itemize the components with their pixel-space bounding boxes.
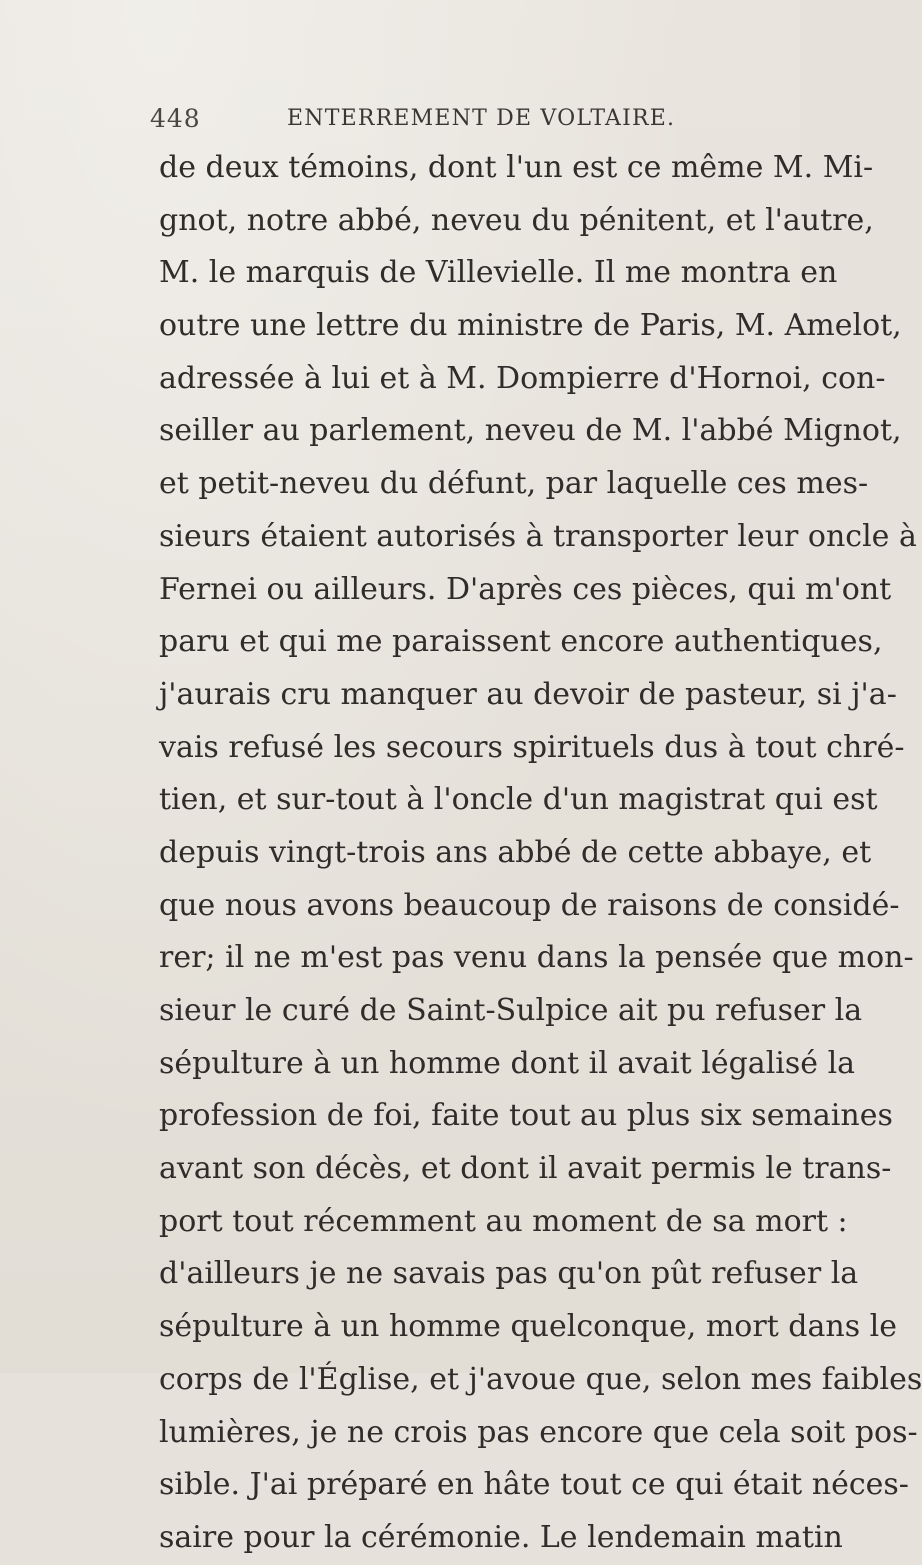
text-line: adressée à lui et à M. Dompierre d'Hornoi, con- <box>159 360 886 396</box>
running-title: ENTERREMENT DE VOLTAIRE. <box>287 106 676 131</box>
text-line: vais refusé les secours spirituels dus à tout chré- <box>159 729 905 765</box>
text-line: tien, et sur-tout à l'oncle d'un magistrat qui est <box>159 782 878 818</box>
text-line: gnot, notre abbé, neveu du pénitent, et l'autre, <box>159 202 874 238</box>
text-line: seiller au parlement, neveu de M. l'abbé Mignot, <box>159 413 902 449</box>
text-line: sible. J'ai préparé en hâte tout ce qui était néces- <box>159 1467 909 1503</box>
text-line: sieur le curé de Saint-Sulpice ait pu refuser la <box>159 993 863 1028</box>
text-line: depuis vingt-trois ans abbé de cette abbaye, et <box>159 834 872 870</box>
text-line: corps de l'Église, et j'avoue que, selon mes faibles <box>159 1361 922 1397</box>
page-number: 448 <box>150 104 201 133</box>
text-line: port tout récemment au moment de sa mort : <box>159 1203 848 1239</box>
text-line: de deux témoins, dont l'un est ce même M. Mi- <box>159 150 874 185</box>
text-line: d'ailleurs je ne savais pas qu'on pût refuser la <box>159 1256 859 1292</box>
text-line: paru et qui me paraissent encore authentiques, <box>159 624 883 660</box>
text-line: j'aurais cru manquer au devoir de pasteur, si j'a- <box>159 676 897 712</box>
body-text <box>159 142 922 1565</box>
page-header <box>150 104 750 140</box>
text-line: M. le marquis de Villevielle. Il me montra en <box>159 255 838 291</box>
text-line: saire pour la cérémonie. Le lendemain matin <box>159 1519 843 1555</box>
text-line: sépulture à un homme quelconque, mort dans le <box>159 1309 897 1345</box>
text-line: que nous avons beaucoup de raisons de considé- <box>159 887 900 923</box>
text-line: sépulture à un homme dont il avait légalisé la <box>159 1045 856 1081</box>
text-line: lumières, je ne crois pas encore que cela soit pos- <box>159 1414 918 1450</box>
text-line: rer; il ne m'est pas venu dans la pensée que mon- <box>159 940 914 976</box>
text-line: avant son décès, et dont il avait permis le trans- <box>159 1151 892 1187</box>
text-line: Fernei ou ailleurs. D'après ces pièces, qui m'ont <box>159 571 892 607</box>
text-line: profession de foi, faite tout au plus six semaines <box>159 1098 893 1134</box>
text-line: outre une lettre du ministre de Paris, M. Amelot, <box>159 308 902 344</box>
text-line: sieurs étaient autorisés à transporter leur oncle à <box>159 518 917 554</box>
text-line: et petit-neveu du défunt, par laquelle ces mes- <box>159 466 869 502</box>
